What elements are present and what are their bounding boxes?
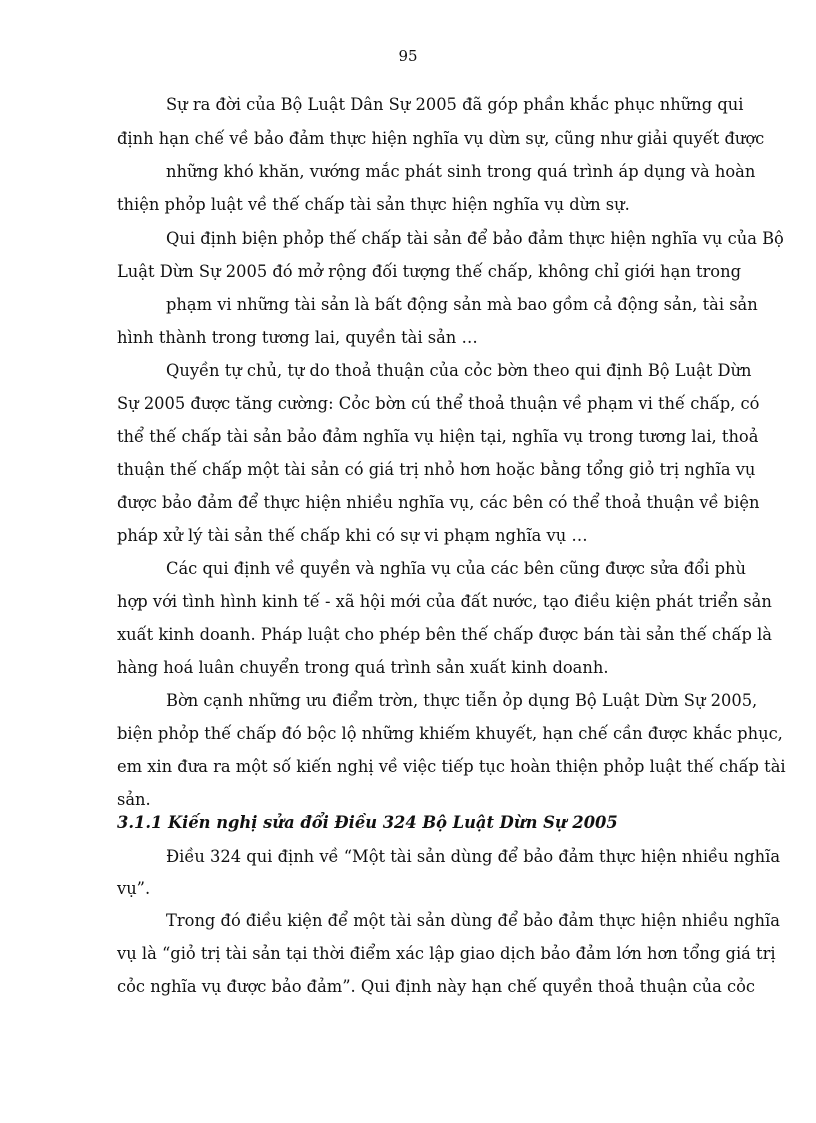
text-line: Sự ra đời của Bộ Luật Dân Sự 2005 đã góp phần khắc phục những qui [166,95,744,114]
text-line: được bảo đảm để thực hiện nhiều nghĩa vụ, các bên có thể thoả thuận về biện [117,493,760,512]
text-line: biện phỏp thế chấp đó bộc lộ những khiếm khuyết, hạn chế cần được khắc phục, [117,724,783,743]
text-line: phạm vi những tài sản là bất động sản mà bao gồm cả động sản, tài sản [166,295,758,314]
text-line: những khó khăn, vướng mắc phát sinh trong quá trình áp dụng và hoàn [166,162,756,181]
text-line: hàng hoá luân chuyển trong quá trình sản xuất kinh doanh. [117,658,609,677]
text-line: Luật Dừn Sự 2005 đó mở rộng đối tượng thế chấp, không chỉ giới hạn trong [117,262,742,281]
text-line: thiện phỏp luật về thế chấp tài sản thực hiện nghĩa vụ dừn sự. [117,195,630,214]
text-line: Trong đó điều kiện để một tài sản dùng để bảo đảm thực hiện nhiều nghĩa [166,911,780,930]
text-line: Các qui định về quyền và nghĩa vụ của các bên cũng được sửa đổi phù [166,559,747,578]
text-line: Sự 2005 được tăng cường: Cỏc bờn cú thể thoả thuận về phạm vi thế chấp, có [117,394,760,413]
text-line: hình thành trong tương lai, quyền tài sản … [117,328,478,347]
text-line: Điều 324 qui định về “Một tài sản dùng để bảo đảm thực hiện nhiều nghĩa [166,847,781,866]
text-line: thuận thế chấp một tài sản có giá trị nhỏ hơn hoặc bằng tổng giỏ trị nghĩa vụ [117,460,756,479]
text-line: xuất kinh doanh. Pháp luật cho phép bên thế chấp được bán tài sản thế chấp là [117,625,773,644]
text-line: pháp xử lý tài sản thế chấp khi có sự vi phạm nghĩa vụ … [117,526,588,545]
text-line: vụ là “giỏ trị tài sản tại thời điểm xác lập giao dịch bảo đảm lớn hơn tổng giá trị [117,944,776,963]
text-line: Quyền tự chủ, tự do thoả thuận của cỏc bờn theo qui định Bộ Luật Dừn [166,361,752,380]
text-line: hợp với tình hình kinh tế - xã hội mới của đất nước, tạo điều kiện phát triển sản [117,592,772,611]
text-line: thể thế chấp tài sản bảo đảm nghĩa vụ hiện tại, nghĩa vụ trong tương lai, thoả [117,427,759,446]
text-line: cỏc nghĩa vụ được bảo đảm”. Qui định này hạn chế quyền thoả thuận của cỏc [117,977,756,996]
section-heading: 3.1.1 Kiến nghị sửa đổi Điều 324 Bộ Luật Dừn Sự 2005 [117,813,618,832]
text-line: định hạn chế về bảo đảm thực hiện nghĩa vụ dừn sự, cũng như giải quyết được [117,129,765,148]
text-line: em xin đưa ra một số kiến nghị về việc tiếp tục hoàn thiện phỏp luật thế chấp tài [117,757,786,776]
text-line: Bờn cạnh những ưu điểm trờn, thực tiễn ỏp dụng Bộ Luật Dừn Sự 2005, [166,691,758,710]
page-number: 95 [398,47,418,65]
text-line: sản. [117,790,151,809]
text-line: vụ”. [117,879,151,898]
text-line: Qui định biện phỏp thế chấp tài sản để bảo đảm thực hiện nghĩa vụ của Bộ [166,229,784,248]
